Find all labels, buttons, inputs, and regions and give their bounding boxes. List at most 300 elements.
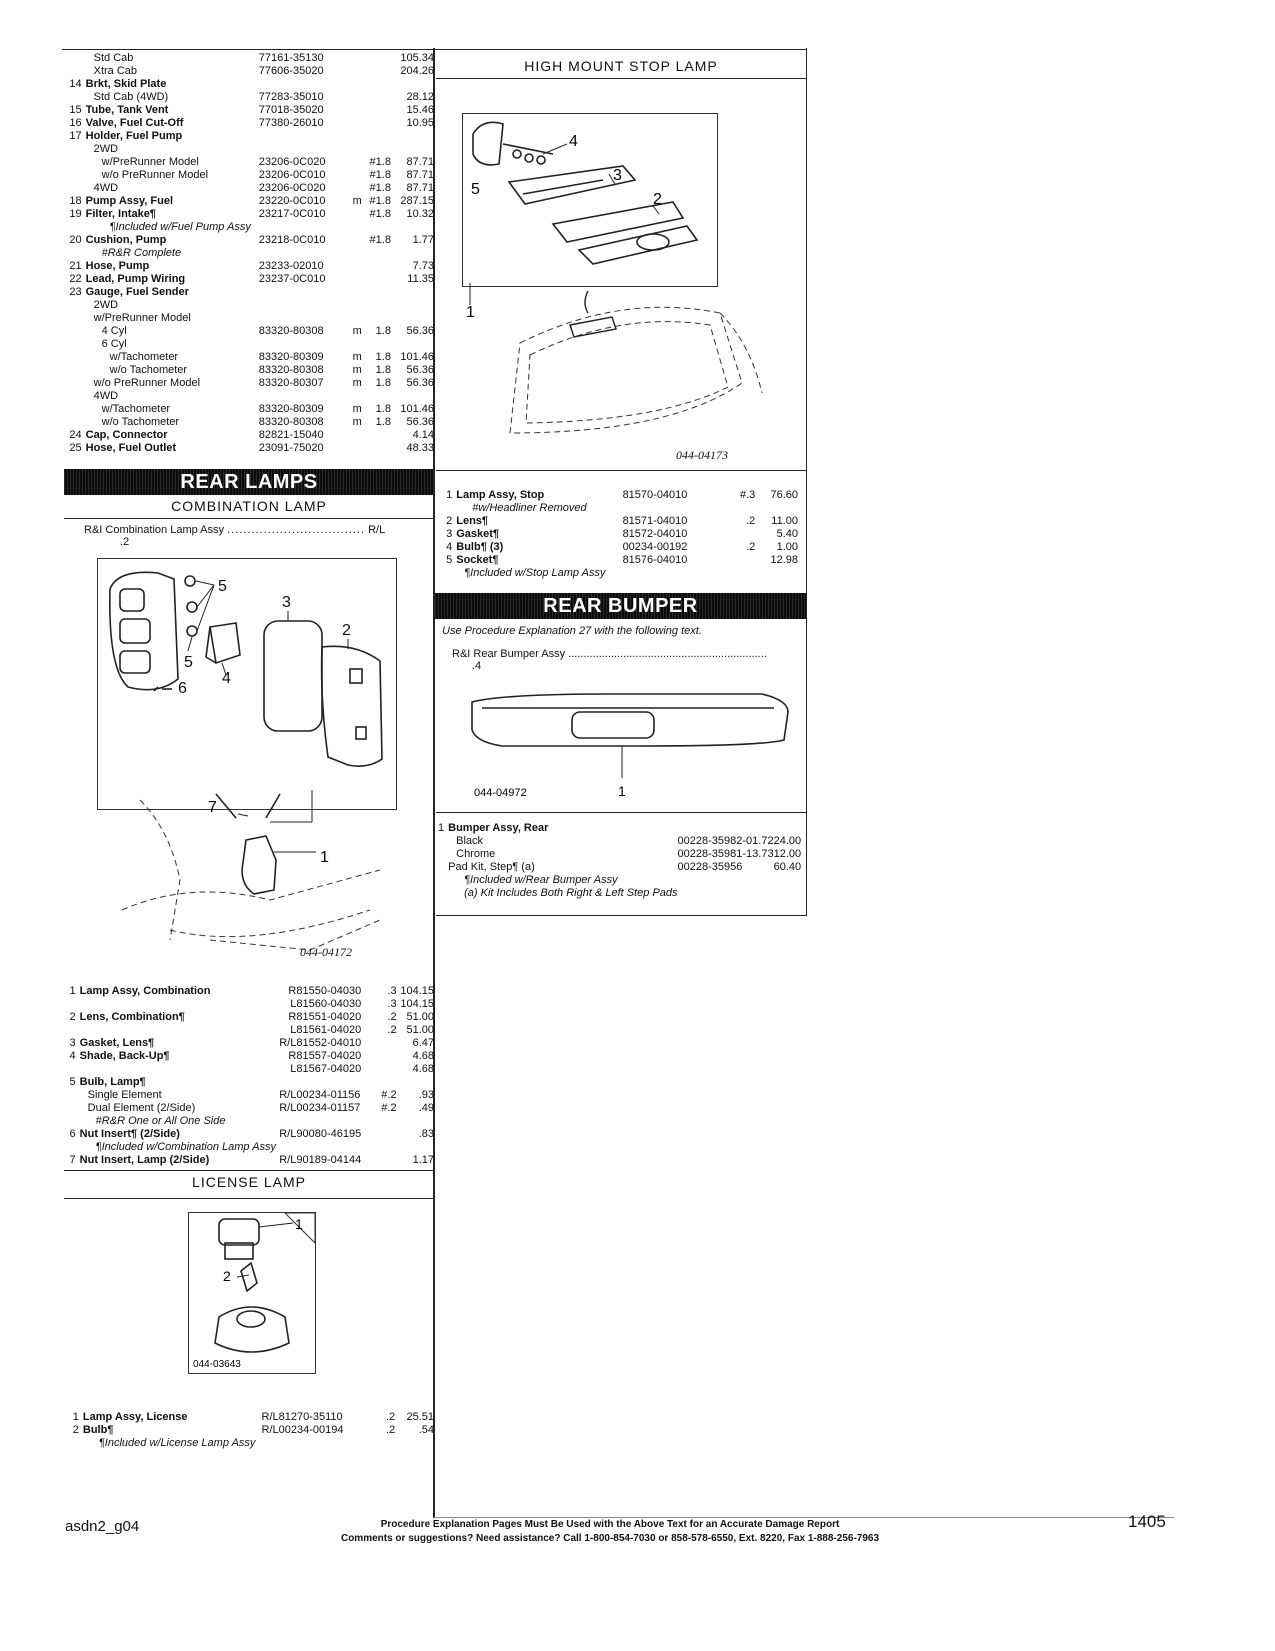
part-num: 18 [69,195,82,207]
part-part: 83320-80308 [258,416,324,428]
part-row [66,221,434,234]
part-num [66,312,86,325]
part-price: 4.68 [412,1050,434,1062]
part-part [259,390,347,403]
part-row [438,874,801,887]
combination-ri-label: R&I Combination Lamp Assy [84,524,225,536]
part-num [66,247,86,260]
part-num [438,874,448,887]
part-name: Hose, Fuel Outlet [85,442,177,454]
part-price: 104.15 [400,998,434,1010]
part-note [346,442,361,455]
rear-bumper-drawing [462,690,792,800]
part-num [66,143,86,156]
part-part [259,312,347,325]
part-op [372,1076,396,1089]
part-row [66,351,434,364]
part-num [66,403,86,416]
part-row [66,117,434,130]
part-op [758,887,767,900]
part-price: 312.00 [767,848,802,860]
part-num [66,221,86,234]
part-row [438,835,801,848]
part-op: .2 [385,1411,396,1423]
part-name: Tube, Tank Vent [85,104,169,116]
high-mount-drawing [463,114,717,286]
part-row [66,299,434,312]
part-side: R [288,985,297,997]
part-name: Lamp Assy, Combination [79,985,211,997]
license-callout-1: 1 [295,1216,303,1232]
part-op [372,1050,396,1063]
part-side: R/L [279,1089,297,1101]
callout-3: 3 [282,594,291,611]
part-row [438,887,801,900]
part-name: Pad Kit, Step¶ (a) [448,861,535,873]
part-num: 4 [69,1050,76,1062]
part-op: #1.8 [369,156,391,168]
part-num [66,998,80,1011]
part-part: 83320-80307 [258,377,324,389]
part-num: 2 [69,1011,76,1023]
bumper-ri-label: R&I Rear Bumper Assy [452,648,566,660]
part-part: 81560-04030 [296,998,362,1010]
part-name: w/PreRunner Model [101,156,199,168]
part-price: 60.40 [773,861,802,873]
part-name: Cushion, Pump [85,234,167,246]
part-price: 51.00 [406,1011,434,1023]
part-num: 5 [69,1076,76,1088]
part-row [66,312,434,325]
part-part: 00228-35982-01 [677,835,759,847]
part-name: Lens¶ [456,515,489,527]
part-name: Bulb¶ [82,1424,114,1436]
part-part: 81570-04010 [622,489,688,501]
part-name: ¶Included w/Fuel Pump Assy [109,221,251,233]
part-name: Nut Insert, Lamp (2/Side) [79,1154,210,1166]
part-name: Nut Insert¶ (2/Side) [79,1128,180,1140]
part-num [438,567,456,580]
part-op: 1.8 [375,364,391,376]
part-num: 20 [69,234,82,246]
part-price: .93 [418,1089,434,1101]
part-part: 23220-0C010 [258,195,326,207]
part-side: R/L [261,1411,279,1423]
part-op: #1.8 [369,208,391,220]
part-price: 6.47 [412,1037,434,1049]
part-row [66,130,434,143]
part-note [346,247,361,260]
part-part: 00228-35981-13 [677,848,759,860]
part-part: 00234-01156 [296,1089,361,1101]
part-name: Chrome [456,848,496,860]
part-op: .7 [758,835,768,847]
part-op [362,390,391,403]
part-row [66,998,434,1011]
top-rule-left [62,49,434,50]
part-num [66,351,86,364]
part-op: .2 [387,1024,397,1036]
part-part: 23217-0C010 [258,208,326,220]
part-name [80,1063,276,1076]
part-part: 81561-04020 [296,1024,362,1036]
part-op: #.2 [381,1102,397,1114]
part-part: 77380-26010 [258,117,324,129]
part-price: .83 [418,1128,434,1140]
part-row [66,416,434,429]
part-num: 3 [446,528,453,540]
part-part: 90189-04144 [296,1154,362,1166]
part-name: 4WD [93,390,119,402]
combination-lamp-drawing [98,559,396,809]
part-op: 1.8 [375,416,391,428]
part-row [66,156,434,169]
part-op [372,1037,396,1050]
footer-line-2: Comments or suggestions? Need assistance? Call 1-800-854-7030 or 858-578-6550, Ext. 8220, Fax 1-888-256-7963 [340,1533,880,1544]
part-price [395,1437,434,1450]
part-price: 101.46 [400,351,434,363]
part-name: Hose, Pump [85,260,150,272]
bumper-ri-time: .4 [472,660,482,672]
part-op: 1.8 [375,351,391,363]
part-price: 287.15 [400,195,434,207]
part-op [365,1437,395,1450]
part-name: Std Cab [93,52,134,64]
part-price: 105.34 [400,52,434,64]
part-name: w/o PreRunner Model [101,169,209,181]
part-note: m [352,325,362,337]
part-price [397,1076,434,1089]
part-price: 87.71 [406,169,434,181]
part-note [346,65,361,78]
part-name: w/Tachometer [101,403,171,415]
part-num [66,156,86,169]
part-note [346,221,361,234]
part-row [66,91,434,104]
part-name [80,1024,276,1037]
part-name: ¶Included w/License Lamp Assy [98,1437,256,1449]
part-note [346,429,361,442]
part-price: 56.36 [406,416,434,428]
part-name: Dual Element (2/Side) [87,1102,196,1114]
part-note [346,78,361,91]
part-part: 00228-35956 [677,861,743,873]
part-row [66,208,434,221]
part-row [66,1141,434,1154]
part-price: 56.36 [406,364,434,376]
doc-id: asdn2_g04 [65,1518,140,1535]
part-side: R/L [279,1102,297,1114]
part-row [66,1424,434,1437]
part-side: R/L [279,1154,297,1166]
part-row [66,234,434,247]
part-op [362,52,391,65]
part-note [346,143,361,156]
part-price [767,874,801,887]
part-op: .2 [746,541,756,553]
part-part [623,567,720,580]
part-row [66,1115,434,1128]
part-row [66,377,434,390]
part-side: L [290,1063,297,1075]
part-price: 10.32 [406,208,434,220]
part-part: 81572-04010 [622,528,688,540]
combination-ri-side: R/L [368,524,385,536]
leader-dots: .................................. [227,524,365,536]
part-part: 00234-01157 [296,1102,361,1114]
part-op [362,273,391,286]
part-price [391,130,434,143]
part-part: 81557-04020 [296,1050,362,1062]
part-op: 1.8 [375,403,391,415]
part-price: 104.15 [400,985,434,997]
part-num: 25 [69,442,82,454]
part-op: .2 [746,515,756,527]
part-price [397,1141,434,1154]
part-num: 1 [72,1411,79,1423]
part-op: .2 [385,1424,396,1436]
callout-7: 7 [208,799,217,816]
part-row [66,1102,434,1115]
part-side: L [290,998,297,1010]
part-price: 12.98 [770,554,798,566]
part-row [66,143,434,156]
part-num [66,377,86,390]
part-note [346,260,361,273]
part-num: 17 [69,130,82,142]
part-price [755,502,798,515]
part-op: .3 [387,998,397,1010]
part-note [346,390,361,403]
part-num: 19 [69,208,82,220]
part-row [66,1024,434,1037]
part-row [66,52,434,65]
part-num [66,1115,80,1128]
part-row [66,260,434,273]
part-op [372,1128,396,1141]
part-price [391,390,434,403]
part-row [66,1089,434,1102]
rear-lamps-header: REAR LAMPS [64,469,434,495]
part-part [623,502,720,515]
part-part [678,874,759,887]
part-price [391,143,434,156]
part-part: 81551-04020 [296,1011,362,1023]
part-op [362,104,391,117]
part-price: 56.36 [406,377,434,389]
part-row [66,390,434,403]
part-price [755,567,798,580]
high-mount-diagram [462,113,718,287]
part-part: 23233-02010 [258,260,324,272]
part-note [346,312,361,325]
part-part: 83320-80309 [258,351,324,363]
part-price: 5.40 [776,528,798,540]
part-part: 23237-0C010 [258,273,326,285]
part-op [362,143,391,156]
callout-5a: 5 [218,578,227,595]
part-num: 14 [69,78,82,90]
part-name: 6 Cyl [101,338,127,350]
part-num [66,416,86,429]
part-price: 87.71 [406,156,434,168]
part-op [362,442,391,455]
part-side: R [288,1050,297,1062]
part-side [276,1115,296,1128]
part-name: Bulb, Lamp¶ [79,1076,146,1088]
part-price: .54 [418,1424,434,1436]
license-parts-table [66,1411,434,1450]
part-num [66,91,86,104]
part-op [362,78,391,91]
callout-6: 6 [178,680,187,697]
part-num [438,835,448,848]
part-note [346,234,361,247]
part-row [66,1076,434,1089]
part-name: #w/Headliner Removed [472,502,587,514]
part-side: R [288,1011,297,1023]
license-lamp-title: LICENSE LAMP [192,1174,306,1190]
part-row [66,78,434,91]
part-row [66,286,434,299]
part-op [362,429,391,442]
part-op [372,1141,396,1154]
part-name: ¶Included w/Stop Lamp Assy [464,567,606,579]
part-name: Gasket, Lens¶ [79,1037,155,1049]
part-name: Single Element [87,1089,162,1101]
bumper-figure-rule [436,812,806,813]
part-op: .2 [387,1011,397,1023]
part-price: 4.68 [412,1063,434,1075]
high-mount-title-rule [436,78,806,79]
part-part: 77018-35020 [258,104,324,116]
callout-1: 1 [320,849,329,866]
part-row [66,364,434,377]
part-side [255,1437,278,1450]
part-price [391,312,434,325]
part-part [296,1115,372,1128]
part-price [767,822,801,835]
bumper-ri-line [452,648,772,672]
part-note [346,91,361,104]
part-row [66,403,434,416]
part-row [66,1050,434,1063]
part-part: 81550-04030 [296,985,362,997]
part-op: #1.8 [369,195,391,207]
part-num [66,390,86,403]
part-num [438,887,448,900]
part-num [66,1102,80,1115]
part-name: w/Tachometer [109,351,179,363]
part-part [259,247,347,260]
part-part: 83320-80308 [258,325,324,337]
part-row [66,1154,434,1167]
fuel-parts-table [66,52,434,455]
part-row [438,541,798,554]
part-price: 56.36 [406,325,434,337]
part-name: Filter, Intake¶ [85,208,156,220]
part-part: 77161-35130 [258,52,324,64]
part-row [66,182,434,195]
part-price [391,221,434,234]
part-row [66,429,434,442]
part-part [259,130,347,143]
part-part: 23206-0C010 [258,169,326,181]
part-note: m [352,377,362,389]
part-price: 11.00 [771,515,798,527]
part-note [346,182,361,195]
part-price: 7.73 [412,260,434,272]
part-note [346,156,361,169]
part-op [720,528,756,541]
hm-callout-3: 3 [613,167,622,184]
part-part: 90080-46195 [296,1128,362,1140]
part-name: #R&R One or All One Side [95,1115,226,1127]
part-num: 1 [438,822,445,834]
part-price: 4.14 [412,429,434,441]
part-num [66,1141,80,1154]
part-row [438,502,798,515]
combination-lamp-location-drawing [110,790,400,960]
part-num: 21 [69,260,82,272]
combination-figure-code: 044-04172 [300,945,352,959]
part-part: 83320-80308 [258,364,324,376]
part-op [362,117,391,130]
license-title-rule-top [64,1170,434,1171]
callout-5b: 5 [184,654,193,671]
part-num: 1 [446,489,453,501]
part-note [346,208,361,221]
part-row [66,1063,434,1076]
part-num [66,338,86,351]
bumper-callout-1: 1 [618,783,626,799]
part-price [391,247,434,260]
part-row [438,848,801,861]
part-side: L [290,1024,297,1036]
part-price [391,338,434,351]
part-num [66,169,86,182]
part-price: 76.60 [770,489,798,501]
part-side: R/L [279,1128,297,1140]
part-note [346,299,361,312]
part-row [438,861,801,874]
part-op: #1.8 [369,182,391,194]
part-part [259,338,347,351]
part-op [758,861,767,874]
part-part: 81567-04020 [296,1063,362,1075]
part-side: R/L [279,1037,297,1049]
part-note [346,130,361,143]
part-part: 00234-00192 [622,541,688,553]
part-num: 1 [69,985,76,997]
part-row [66,104,434,117]
part-note: m [352,416,362,428]
part-name: Black [456,835,484,847]
license-lamp-diagram [188,1212,316,1374]
part-num: 7 [69,1154,76,1166]
part-op: 1.8 [375,325,391,337]
part-row [66,1128,434,1141]
part-op: #1.8 [369,169,391,181]
part-price [391,299,434,312]
part-row [438,528,798,541]
high-mount-title: HIGH MOUNT STOP LAMP [524,58,718,74]
part-num [66,65,86,78]
part-price: 48.33 [406,442,434,454]
part-op [758,822,767,835]
part-row [66,247,434,260]
part-num [438,848,448,861]
